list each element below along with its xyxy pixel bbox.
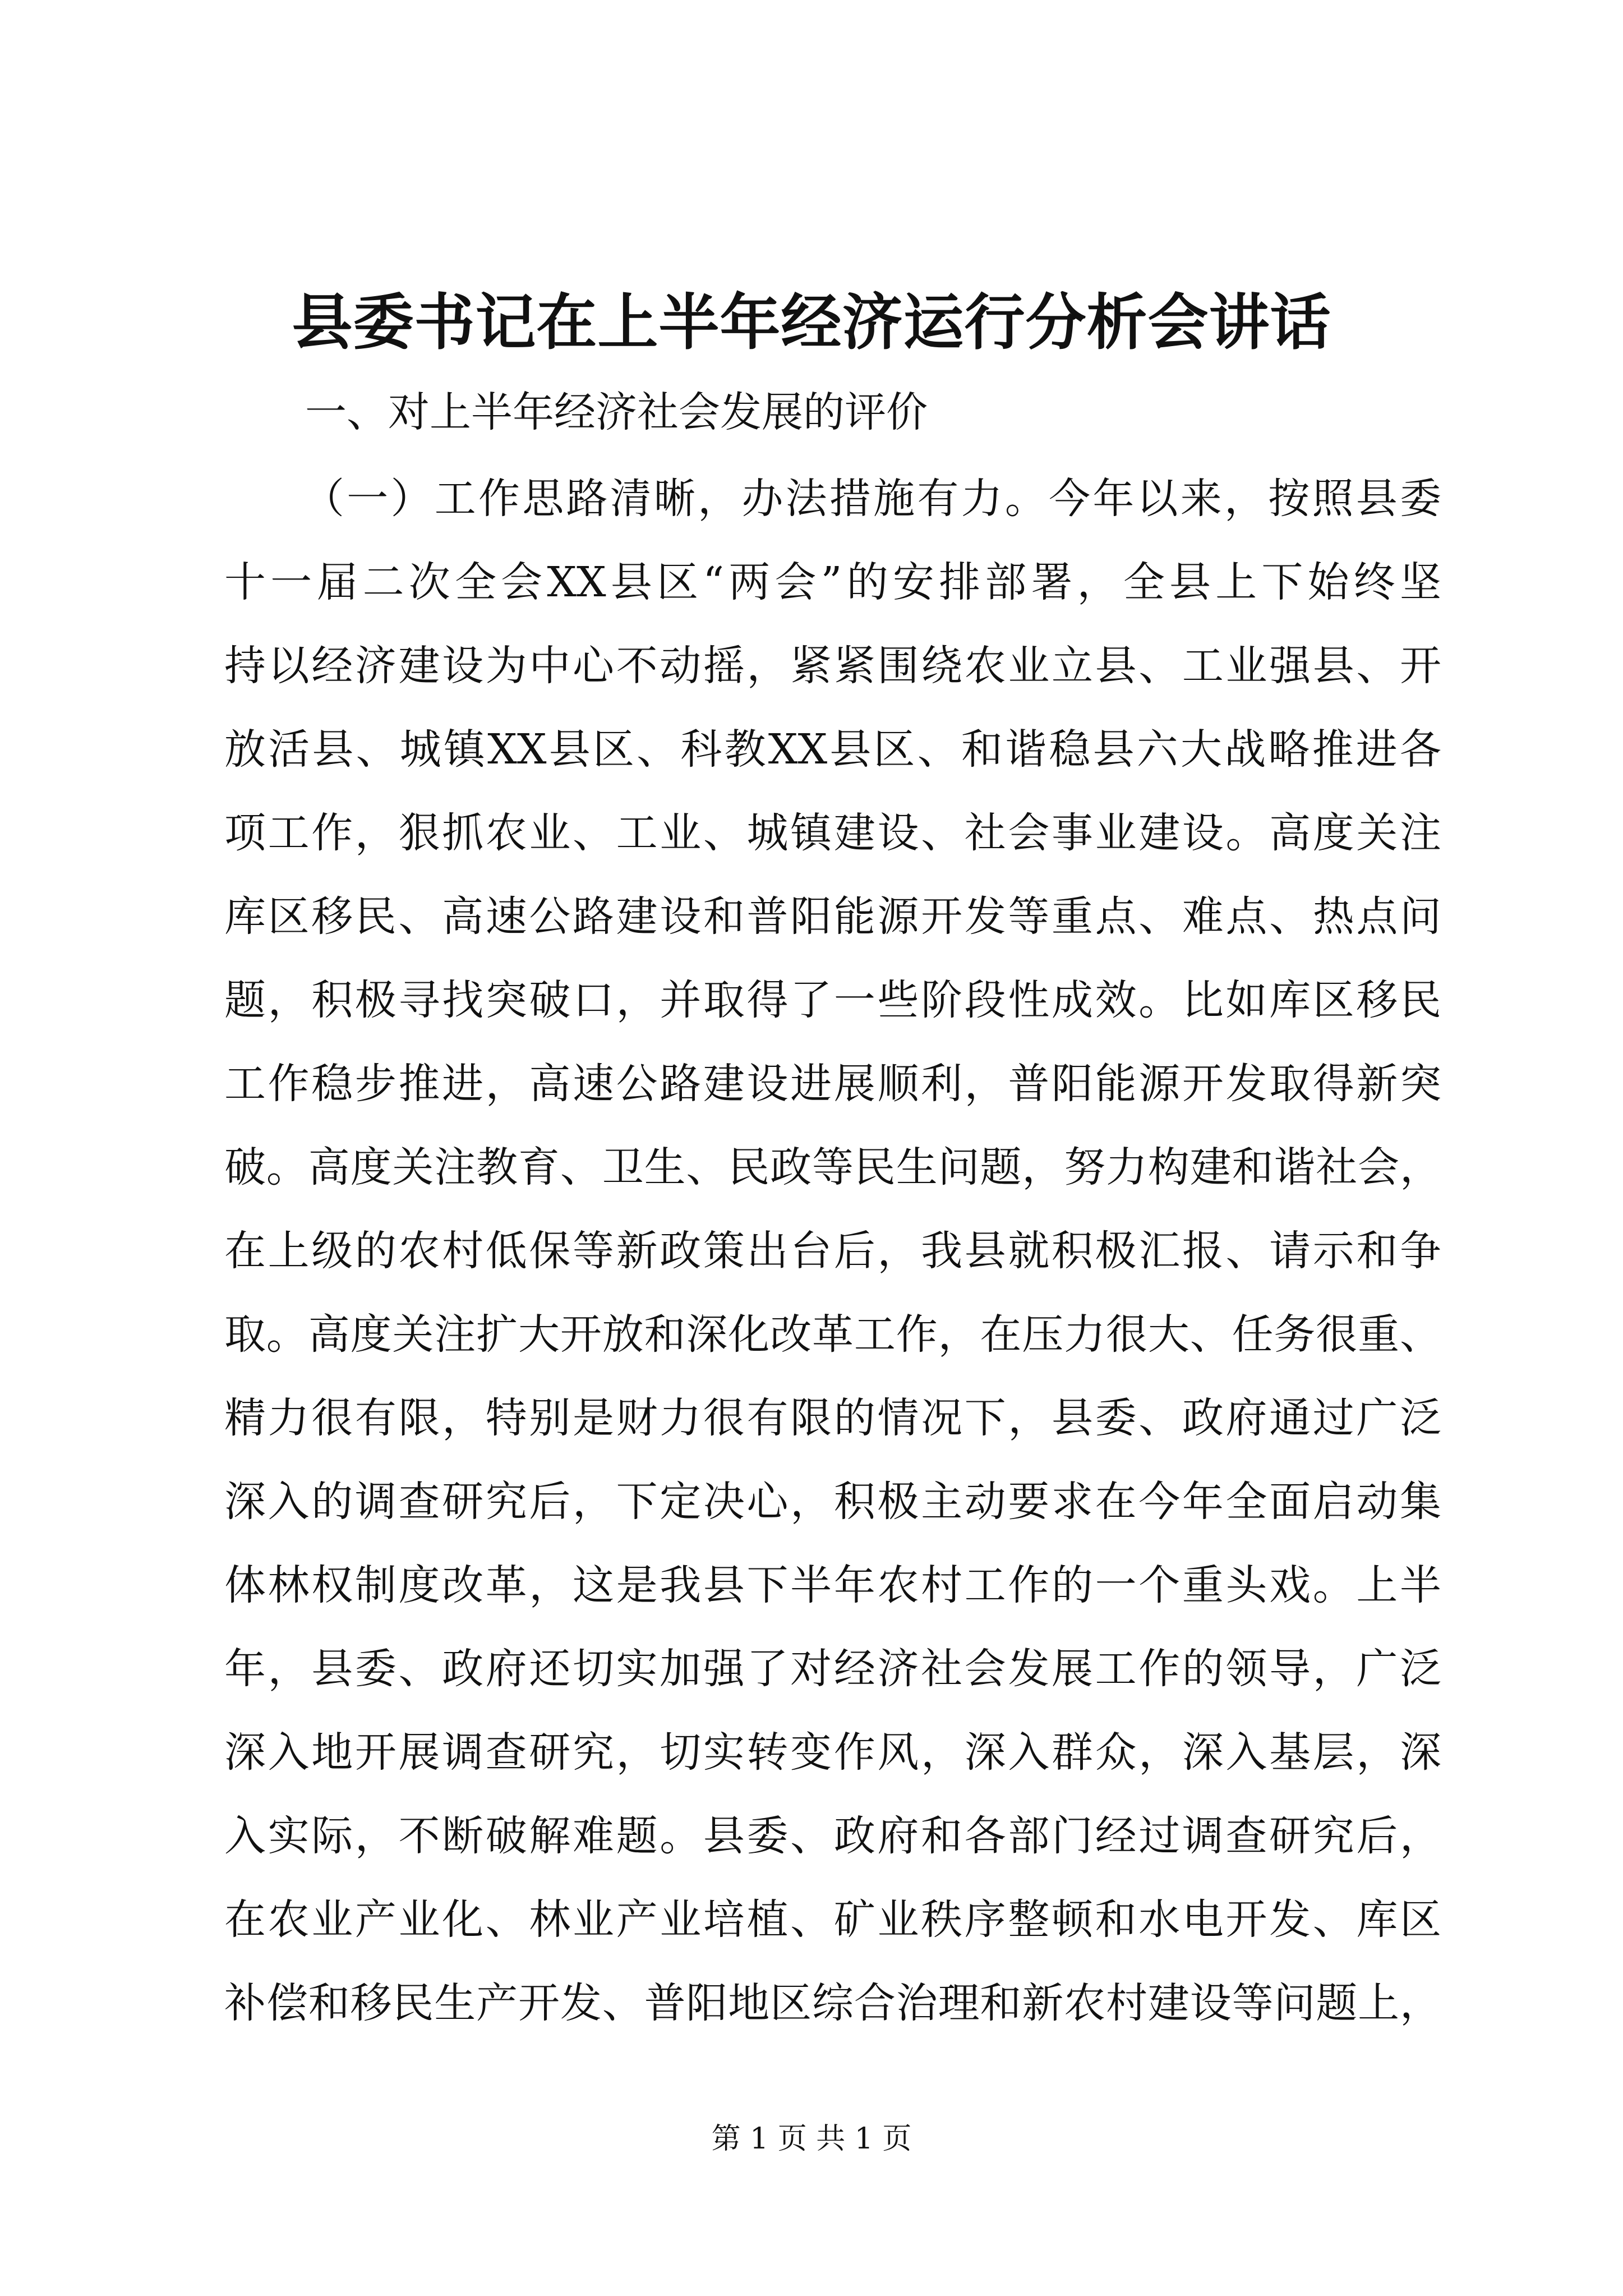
- paragraph-line: 十一届二次全会XX县区“两会”的安排部署，全县上下始终坚: [224, 558, 1441, 606]
- paragraph-line: 取。高度关注扩大开放和深化改革工作，在压力很大、任务很重、: [224, 1310, 1441, 1359]
- paragraph-line: 库区移民、高速公路建设和普阳能源开发等重点、难点、热点问: [224, 892, 1441, 941]
- paragraph-line: 入实际，不断破解难题。县委、政府和各部门经过调查研究后，: [224, 1812, 1441, 1860]
- body-paragraph: [224, 457, 1441, 2045]
- page-number-footer: 第 1 页 共 1 页: [711, 2122, 912, 2156]
- paragraph-line: （一）工作思路清晰，办法措施有力。今年以来，按照县委: [303, 475, 1441, 523]
- paragraph-line: 题，积极寻找突破口，并取得了一些阶段性成效。比如库区移民: [224, 976, 1441, 1024]
- paragraph-line: 年，县委、政府还切实加强了对经济社会发展工作的领导，广泛: [224, 1645, 1441, 1693]
- paragraph-line: 在农业产业化、林业产业培植、矿业秩序整顿和水电开发、库区: [224, 1895, 1441, 1944]
- paragraph-line: 精力很有限，特别是财力很有限的情况下，县委、政府通过广泛: [224, 1394, 1441, 1442]
- paragraph-line: 持以经济建设为中心不动摇，紧紧围绕农业立县、工业强县、开: [224, 642, 1441, 690]
- paragraph-line: 项工作，狠抓农业、工业、城镇建设、社会事业建设。高度关注: [224, 809, 1441, 857]
- paragraph-line: 在上级的农村低保等新政策出台后，我县就积极汇报、请示和争: [224, 1227, 1441, 1275]
- paragraph-line: 放活县、城镇XX县区、科教XX县区、和谐稳县六大战略推进各: [224, 725, 1441, 774]
- paragraph-line: 深入地开展调查研究，切实转变作风，深入群众，深入基层，深: [224, 1728, 1441, 1777]
- paragraph-line: 体林权制度改革，这是我县下半年农村工作的一个重头戏。上半: [224, 1561, 1441, 1609]
- paragraph-line: 工作稳步推进，高速公路建设进展顺利，普阳能源开发取得新突: [224, 1060, 1441, 1108]
- document-title: 县委书记在上半年经济运行分析会讲话: [292, 287, 1331, 358]
- paragraph-line: 深入的调查研究后，下定决心，积极主动要求在今年全面启动集: [224, 1478, 1441, 1526]
- paragraph-line: 破。高度关注教育、卫生、民政等民生问题，努力构建和谐社会，: [224, 1143, 1441, 1191]
- section-heading: 一、对上半年经济社会发展的评价: [305, 388, 928, 436]
- paragraph-line: 补偿和移民生产开发、普阳地区综合治理和新农村建设等问题上，: [224, 1979, 1441, 2027]
